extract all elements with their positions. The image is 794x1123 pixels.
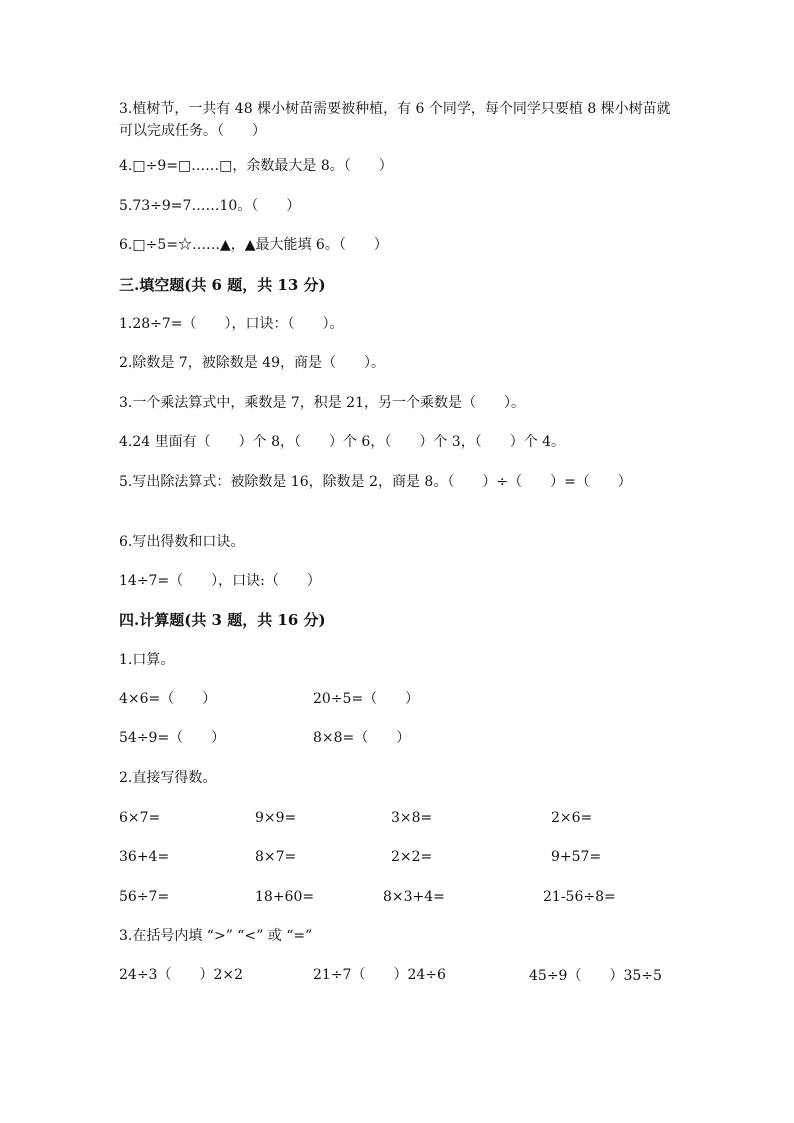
fill-question-6-answer-line: 14÷7=（ ），口诀:（ ） [119,573,321,589]
oral-calc-item: 8×8=（ ） [313,730,411,746]
direct-answer-item: 3×8= [391,810,433,826]
direct-answer-item: 2×2= [391,849,433,865]
oral-calc-item: 4×6=（ ） [119,691,217,707]
fill-question-1: 1.28÷7=（ ），口诀：（ ）。 [119,316,344,332]
direct-answer-item: 6×7= [119,810,161,826]
direct-answer-item: 9+57= [551,849,602,865]
compare-item: 21÷7（ ）24÷6 [313,967,446,983]
direct-answer-item: 18+60= [255,889,315,905]
oral-calc-item: 20÷5=（ ） [313,691,420,707]
direct-answer-item: 8×3+4= [383,889,445,905]
fill-question-6: 6.写出得数和口诀。 [119,534,245,550]
judge-question-6: 6.□÷5=☆……▲，▲最大能填 6。（ ） [119,237,388,253]
compare-item: 24÷3（ ）2×2 [119,967,243,983]
fill-question-2: 2.除数是 7，被除数是 49，商是（ ）。 [119,355,385,371]
direct-answer-item: 56÷7= [119,889,170,905]
direct-answer-item: 21-56÷8= [543,889,616,905]
direct-answer-item: 36+4= [119,849,170,865]
section-heading-calc: 四.计算题(共 3 题，共 16 分) [119,611,326,629]
fill-question-4: 4.24 里面有（ ）个 8，（ ）个 6，（ ）个 3，（ ）个 4。 [119,434,566,450]
judge-question-3: 3.植树节，一共有 48 棵小树苗需要被种植，有 6 个同学，每个同学只要植 8 棵小树苗就可以完成任务。（ ） [119,101,671,139]
judge-question-4: 4.□÷9=□……□，余数最大是 8。（ ） [119,158,393,174]
judge-question-5: 5.73÷9=7……10。（ ） [119,198,301,214]
calc-question-2: 2.直接写得数。 [119,770,217,786]
fill-question-3: 3.一个乘法算式中，乘数是 7，积是 21，另一个乘数是（ ）。 [119,395,525,411]
direct-answer-item: 9×9= [255,810,297,826]
section-heading-fill: 三.填空题(共 6 题，共 13 分) [119,276,326,294]
direct-answer-item: 8×7= [255,849,297,865]
compare-item: 45÷9（ ）35÷5 [529,968,662,984]
compare-item-part [529,965,669,987]
fill-question-5: 5.写出除法算式：被除数是 16，除数是 2，商是 8。（ ）÷（ ）=（ ） [119,474,632,490]
direct-answer-item: 2×6= [551,810,593,826]
oral-calc-item: 54÷9=（ ） [119,730,226,746]
calc-question-3: 3.在括号内填 “>” “<” 或 “=” [119,928,313,944]
calc-question-1: 1.口算。 [119,652,175,668]
